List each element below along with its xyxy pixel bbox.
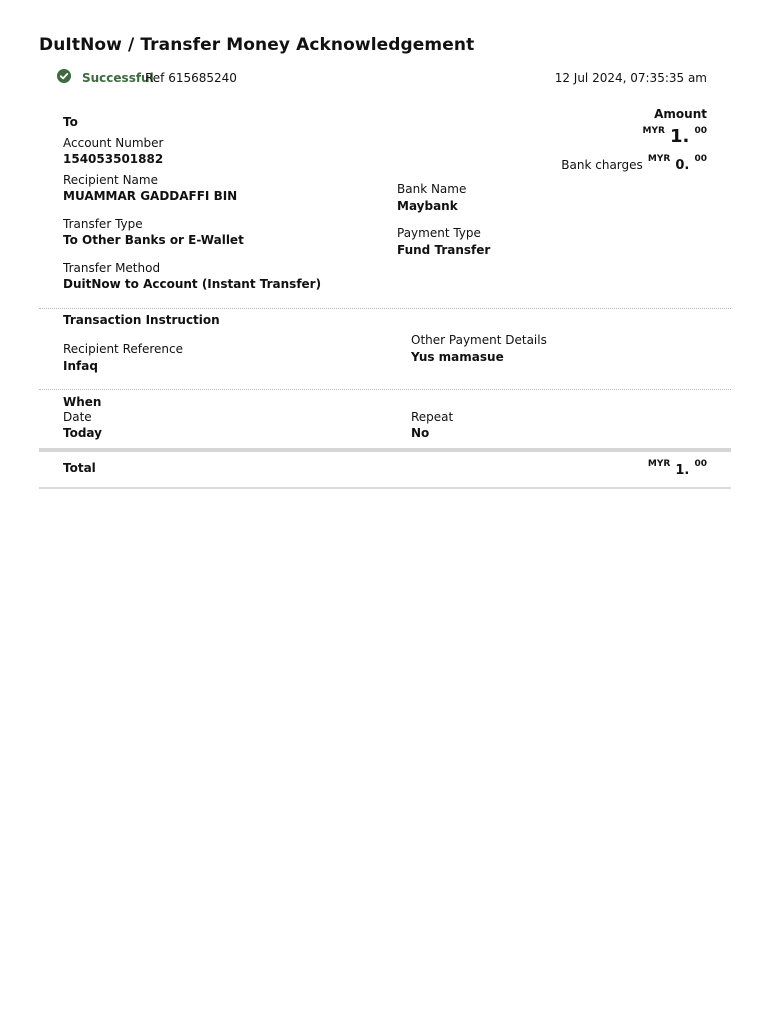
recipient-name-label: Recipient Name	[63, 173, 158, 187]
recipient-reference-value: Infaq	[63, 359, 98, 373]
bank-charges-label: Bank charges	[561, 158, 643, 172]
transfer-type-value: To Other Banks or E-Wallet	[63, 233, 244, 247]
repeat-value: No	[411, 426, 430, 440]
amount-currency: MYR	[642, 126, 665, 136]
repeat-label: Repeat	[411, 410, 454, 424]
total-divider	[39, 448, 731, 452]
date-value: Today	[63, 426, 102, 440]
bank-charges	[561, 154, 707, 173]
total-whole: 1.	[675, 463, 690, 478]
amount-whole: 1.	[670, 126, 690, 147]
amount-cents: 00	[694, 126, 707, 136]
transaction-timestamp: 12 Jul 2024, 07:35:35 am	[554, 71, 707, 85]
bank-name-label: Bank Name	[397, 182, 467, 196]
reference-number: Ref 615685240	[145, 71, 237, 85]
other-payment-details-value: Yus mamasue	[411, 350, 504, 364]
bank-charges-cents: 00	[694, 154, 707, 164]
bottom-divider	[39, 487, 731, 489]
check-circle-icon	[57, 69, 71, 83]
transaction-instruction-label: Transaction Instruction	[63, 313, 220, 327]
transfer-method-label: Transfer Method	[63, 261, 161, 275]
account-number-label: Account Number	[63, 136, 164, 150]
amount-value	[643, 126, 708, 147]
recipient-name-value: MUAMMAR GADDAFFI BIN	[63, 189, 238, 203]
total-cents: 00	[694, 459, 707, 469]
date-label: Date	[63, 410, 92, 424]
to-section-label: To	[63, 115, 78, 129]
transfer-method-value: DuitNow to Account (Instant Transfer)	[63, 277, 322, 291]
when-section-label: When	[63, 395, 102, 409]
bank-charges-whole: 0.	[675, 158, 690, 173]
payment-type-label: Payment Type	[397, 226, 481, 240]
bank-name-value: Maybank	[397, 199, 458, 213]
account-number-value: 154053501882	[63, 152, 164, 166]
recipient-reference-label: Recipient Reference	[63, 342, 183, 356]
status-text: Successful	[82, 71, 154, 85]
total-value	[648, 459, 707, 478]
total-label: Total	[63, 461, 96, 475]
section-divider	[39, 308, 731, 309]
bank-charges-currency: MYR	[647, 154, 671, 164]
transfer-type-label: Transfer Type	[63, 217, 143, 231]
amount-label: Amount	[654, 107, 707, 121]
section-divider	[39, 389, 731, 390]
other-payment-details-label: Other Payment Details	[411, 333, 547, 347]
payment-type-value: Fund Transfer	[397, 243, 491, 257]
total-currency: MYR	[647, 459, 671, 469]
page-title: DuItNow / Transfer Money Acknowledgement	[39, 35, 475, 55]
